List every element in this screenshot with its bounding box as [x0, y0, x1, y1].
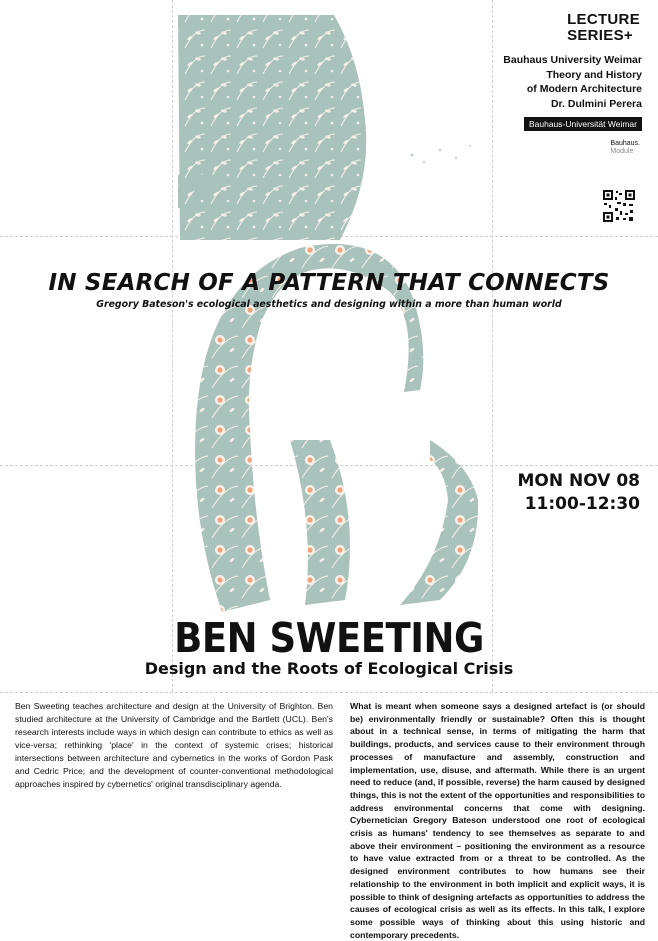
university-logo-badge: Bauhaus-Universität Weimar: [524, 117, 642, 131]
series-line-2: SERIES+: [567, 27, 633, 44]
speaker-bio: Ben Sweeting teaches architecture and design at the University of Brighton. Ben studied architecture at the University of Cambridge and the Bartlett (UCL). Ben's research interests include ways in which design can contribute to ethics as well as vice-versa; rethinking 'place' in the context of systemic crises; historical intersections between architecture and cybernetics in the works of Gordon Pask and Cedric Price; and the development of counter-conventional methodological approaches inspired by cybernetics' original transdisciplinary agenda.: [15, 701, 333, 789]
series-line-1: LECTURE: [567, 11, 640, 28]
event-schedule: [518, 470, 640, 516]
fold-guide: [0, 692, 658, 693]
event-time: 11:00-12:30: [524, 494, 640, 514]
series-heading: [567, 12, 640, 44]
event-subtitle: Gregory Bateson's ecological aesthetics and designing within a more than human world: [96, 299, 562, 310]
department-line-2: of Modern Architecture: [526, 83, 642, 95]
module-logo: [610, 140, 640, 156]
speaker-name: BEN SWEETING: [174, 614, 484, 663]
university-name: Bauhaus University Weimar: [503, 54, 642, 66]
qr-code-icon[interactable]: [602, 189, 636, 223]
event-date: MON NOV 08: [517, 471, 640, 491]
module-line-1: Bauhaus.: [610, 140, 640, 147]
department-line-1: Theory and History: [546, 68, 642, 81]
talk-abstract: What is meant when someone says a designed artefact is (or should be) environmentally friendly or sustainable? Often this is thought about in a technical sense, in terms of mitigating the harm that buildings, products, and services cause to their environment through processes of manufacture and assembly, construction and implementation, use, disuse, and aftermath. While there is an urgent need to reduce (and, if possible, reverse) the harm caused by designed things, this is not the extent of the opportunities and responsibilities to address environmental concerns that come with designing. Cybernetician Gregory Bateson understood one root of ecological crisis as humans' tendency to see themselves as separate to and above their environment – positioning the environment as a resource to have value extracted from or a threat to be controlled. As the designed environment contributes to how humans see their relationship to the environment in both implicit and explicit ways, it is possible to think of designing artefacts as opportunities to address the causes of ecological crisis as well as its effects. In this talk, I explore some possible ways of thinking about this using historic and contemporary precedents.: [350, 701, 645, 940]
event-title: IN SEARCH OF A PATTERN THAT CONNECTS: [48, 270, 610, 296]
institution-block: [503, 53, 642, 111]
organizer-name: Dr. Dulmini Perera: [550, 97, 642, 110]
talk-title: Design and the Roots of Ecological Crisis: [144, 659, 514, 678]
module-line-2: Module: [610, 148, 634, 155]
